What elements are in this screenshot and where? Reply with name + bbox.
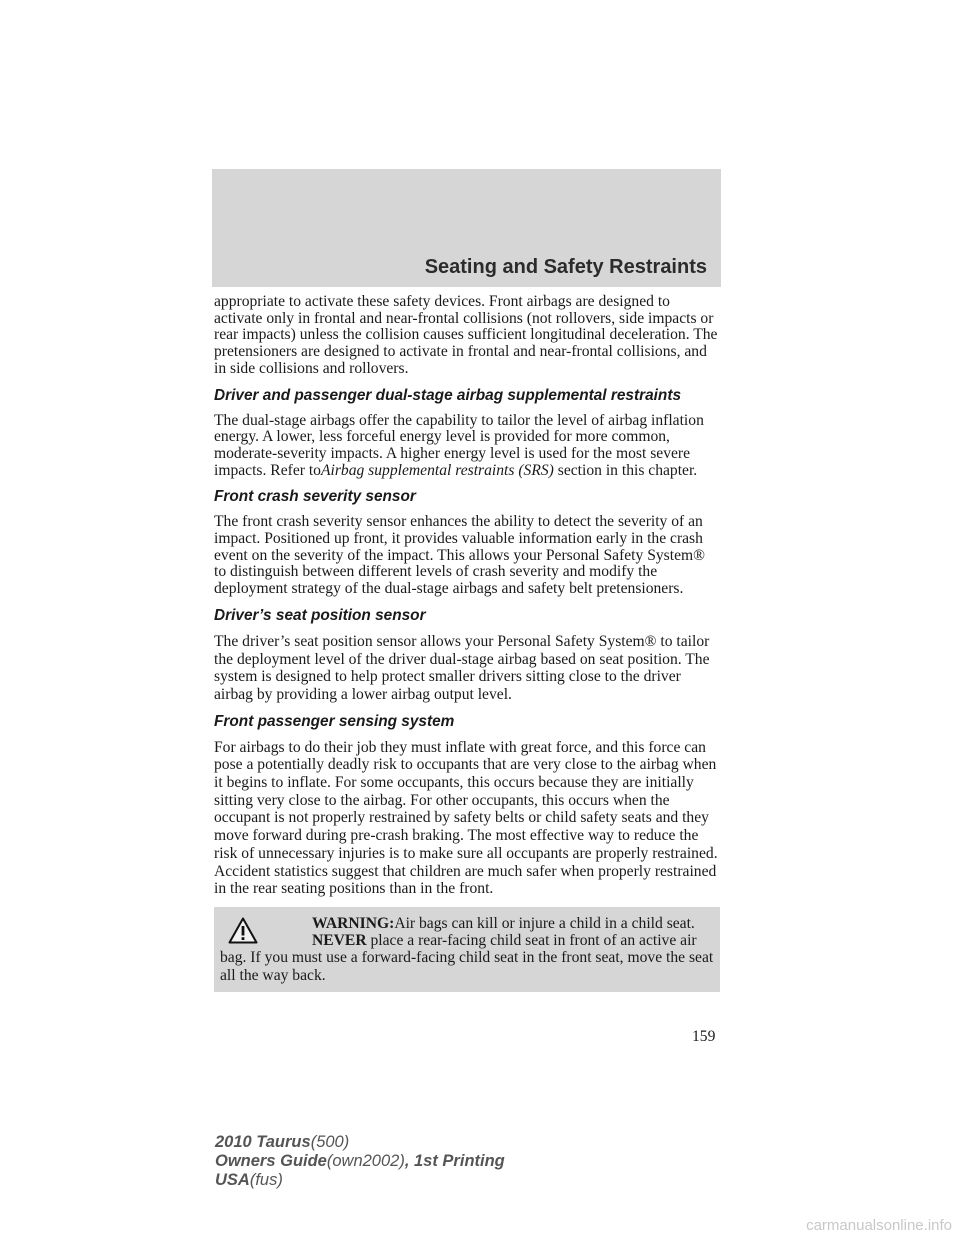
warning-text-2: place a rear-facing child seat in front of an active air bag. If you must use a forward-facing child seat in the front seat, move the seat all the way back. [220,932,714,984]
footer-line-region [215,1171,505,1190]
footer-guide: Owners Guide [215,1152,327,1170]
footer-guide-code: (own2002) [326,1152,405,1170]
dual-stage-text: The dual-stage airbags offer the capability to tailor the level of airbag inflation energy. A lower, less forceful energy level is provided for more common, moderate-severity impacts. A higher energy level is used for the most severe impacts. Refer to [214,411,704,479]
footer-model-code: (500) [310,1133,350,1151]
warning-box [214,907,720,992]
seat-position-paragraph: The driver’s seat position sensor allows your Personal Safety System® to tailor the deployment level of the driver dual-stage airbag based on seat position. The system is designed to help protect smaller drivers sitting close to the driver airbag by providing a lower airbag output level. [214,632,710,703]
heading-passenger-sensing: Front passenger sensing system [214,712,455,730]
footer-model: 2010 Taurus [215,1133,311,1151]
front-crash-paragraph: The front crash severity sensor enhances the ability to detect the severity of an impact. Positioned up front, it provides valuable information early in the crash event on the severity of the impact. This allows your Personal Safety System® to distinguish between different levels of crash severity and modify the deployment strategy of the dual-stage airbags and safety belt pretensioners. [214,513,705,598]
footer-region: USA [215,1171,250,1189]
warning-text-1: Air bags can kill or injure a child in a child seat. [394,914,695,932]
footer-region-code: (fus) [249,1171,283,1189]
document-footer [215,1133,505,1190]
page-content [214,294,720,992]
footer-line-model [215,1133,505,1152]
heading-dual-stage-airbag: Driver and passenger dual-stage airbag supplemental restraints [214,386,682,404]
section-header-band [212,169,721,287]
footer-printing: , 1st Printing [404,1152,505,1170]
passenger-sensing-paragraph: For airbags to do their job they must inflate with great force, and this force can pose a potentially deadly risk to occupants that are very close to the airbag when it begins to inflate. For some occupants, this occurs because they are initially sitting very close to the airbag. For other occupants, this occurs when the occupant is not properly restrained by safety belts or child safety seats and they move forward during pre-crash braking. The most effective way to reduce the risk of unnecessary injuries is to make sure all occupants are properly restrained. Accident statistics suggest that children are much safer when properly restrained in the rear seating positions than in the front. [214,738,718,898]
site-watermark: carmanualsonline.info [806,1217,952,1234]
warning-never: NEVER [312,932,367,950]
warning-label: WARNING: [312,914,395,932]
warning-triangle-icon [228,917,258,944]
page-number: 159 [692,1028,716,1045]
heading-front-crash-sensor: Front crash severity sensor [214,488,416,506]
intro-paragraph: appropriate to activate these safety devices. Front airbags are designed to activate only in frontal and near-frontal collisions (not rollovers, side impacts or rear impacts) unless the collision causes sufficient longitudinal deceleration. The pretensioners are designed to activate in frontal and near-frontal collisions, and in side collisions and rollovers. [214,293,718,377]
srs-section-reference: Airbag supplemental restraints (SRS) [320,461,554,479]
section-title: Seating and Safety Restraints [424,256,707,278]
dual-stage-tail: section in this chapter. [557,461,698,479]
warning-text [220,915,714,984]
dual-stage-paragraph [214,413,720,480]
footer-line-guide [215,1152,505,1171]
heading-seat-position-sensor: Driver’s seat position sensor [214,606,426,624]
